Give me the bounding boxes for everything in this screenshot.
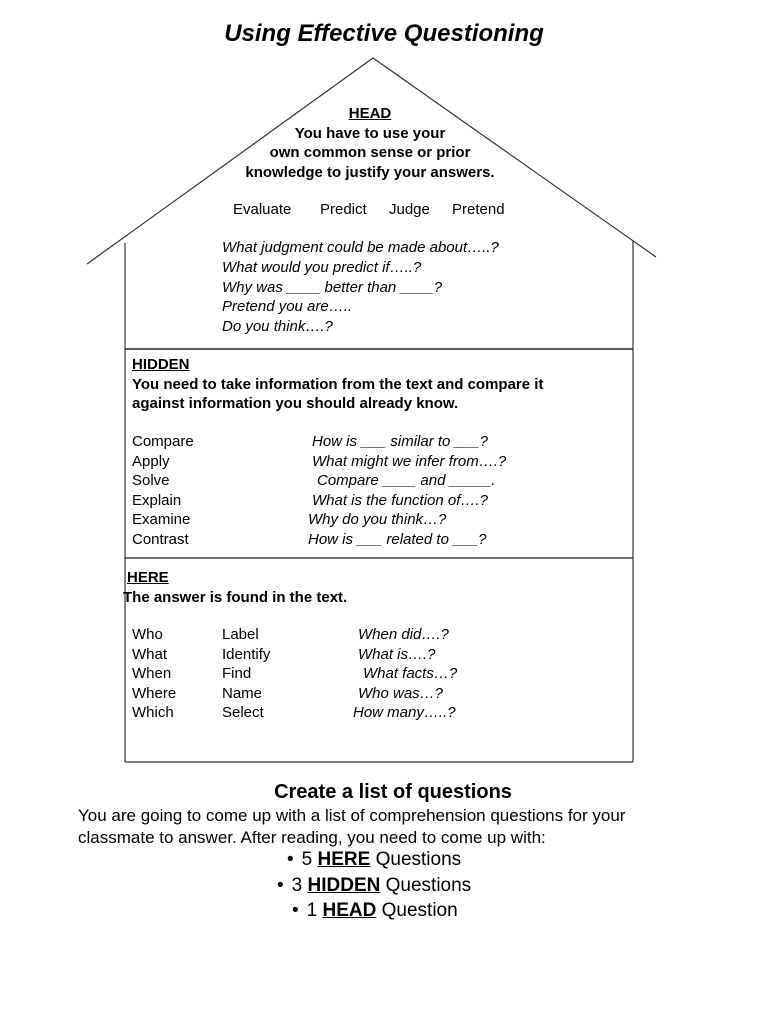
hidden-question: Compare ____ and _____.	[317, 472, 496, 490]
here-word: Who	[132, 626, 163, 643]
bullet-keyword: HEAD	[322, 900, 377, 921]
hidden-verb: Apply	[132, 452, 170, 470]
hidden-description-line-2: against information you should already know.	[132, 395, 459, 413]
bullet-count: 5	[301, 849, 313, 870]
hidden-verb-list	[132, 432, 194, 550]
hidden-question: How is ___ similar to ___?	[312, 433, 488, 450]
here-word: Where	[132, 684, 177, 702]
head-question: What would you predict if…..?	[222, 258, 422, 276]
head-question: Why was ____ better than ____?	[222, 278, 443, 296]
page-title: Using Effective Questioning	[224, 20, 544, 47]
assignment-bullet	[292, 900, 458, 922]
head-verb: Predict	[320, 201, 367, 218]
assignment-intro-line-1: You are going to come up with a list of comprehension questions for your	[78, 806, 626, 825]
hidden-question: What might we infer from….?	[312, 452, 507, 470]
head-question: What judgment could be made about…..?	[222, 239, 499, 256]
assignment-bullet	[277, 875, 471, 897]
hidden-verb: Contrast	[132, 530, 189, 548]
hidden-question-list	[308, 432, 506, 550]
bullet-dot-icon: •	[292, 900, 299, 921]
here-question: What is….?	[358, 645, 436, 663]
bullet-rest: Questions	[385, 875, 472, 896]
hidden-verb: Compare	[132, 433, 194, 450]
here-section-header	[123, 568, 347, 607]
head-label: HEAD	[348, 105, 392, 122]
bullet-dot-icon: •	[287, 849, 294, 870]
head-question-list	[222, 238, 499, 337]
hidden-verb: Solve	[132, 472, 170, 490]
bullet-count: 1	[306, 900, 318, 921]
here-word: Which	[132, 704, 174, 722]
head-verb: Judge	[389, 201, 430, 218]
assignment-intro-line-2: classmate to answer. After reading, you need to come up with:	[78, 828, 546, 847]
hidden-verb: Explain	[132, 491, 182, 509]
bullet-rest: Question	[381, 900, 458, 921]
head-question: Pretend you are…..	[222, 298, 353, 316]
hidden-question: Why do you think…?	[308, 511, 447, 529]
hidden-description-line-1: You need to take information from the text and compare it	[132, 375, 544, 393]
bullet-keyword: HERE	[317, 849, 371, 870]
head-section	[160, 104, 580, 182]
head-verb: Pretend	[452, 201, 505, 218]
bullet-keyword: HIDDEN	[307, 875, 381, 896]
assignment-intro	[78, 805, 718, 849]
here-word: Label	[222, 626, 259, 643]
bullet-count: 3	[291, 875, 303, 896]
here-description: The answer is found in the text.	[123, 588, 348, 606]
here-word: What	[132, 645, 168, 663]
hidden-verb: Examine	[132, 511, 191, 529]
here-question: How many…..?	[353, 704, 456, 722]
head-verb: Evaluate	[233, 201, 292, 218]
hidden-question: How is ___ related to ___?	[308, 530, 487, 548]
head-description-line-3: knowledge to justify your answers.	[245, 163, 495, 181]
here-question-list	[353, 625, 457, 723]
here-word: Identify	[222, 645, 271, 663]
here-word: When	[132, 665, 172, 683]
head-description-line-1: You have to use your	[294, 124, 446, 142]
head-description-line-2: own common sense or prior	[269, 144, 471, 162]
assignment-title: Create a list of questions	[274, 781, 512, 803]
hidden-label: HIDDEN	[132, 356, 190, 373]
here-question: When did….?	[358, 626, 449, 643]
here-word-list-2	[222, 625, 270, 723]
hidden-question: What is the function of….?	[312, 491, 488, 509]
here-question: What facts…?	[363, 665, 458, 683]
here-word: Name	[222, 684, 263, 702]
bullet-rest: Questions	[375, 849, 462, 870]
hidden-section-header	[132, 355, 543, 414]
head-question: Do you think….?	[222, 318, 333, 336]
here-word: Find	[222, 665, 252, 683]
here-word: Select	[222, 704, 264, 722]
here-question: Who was…?	[358, 684, 444, 702]
here-label: HERE	[127, 569, 169, 586]
here-word-list-1	[132, 625, 176, 723]
bullet-dot-icon: •	[277, 875, 284, 896]
assignment-bullet	[287, 849, 461, 871]
